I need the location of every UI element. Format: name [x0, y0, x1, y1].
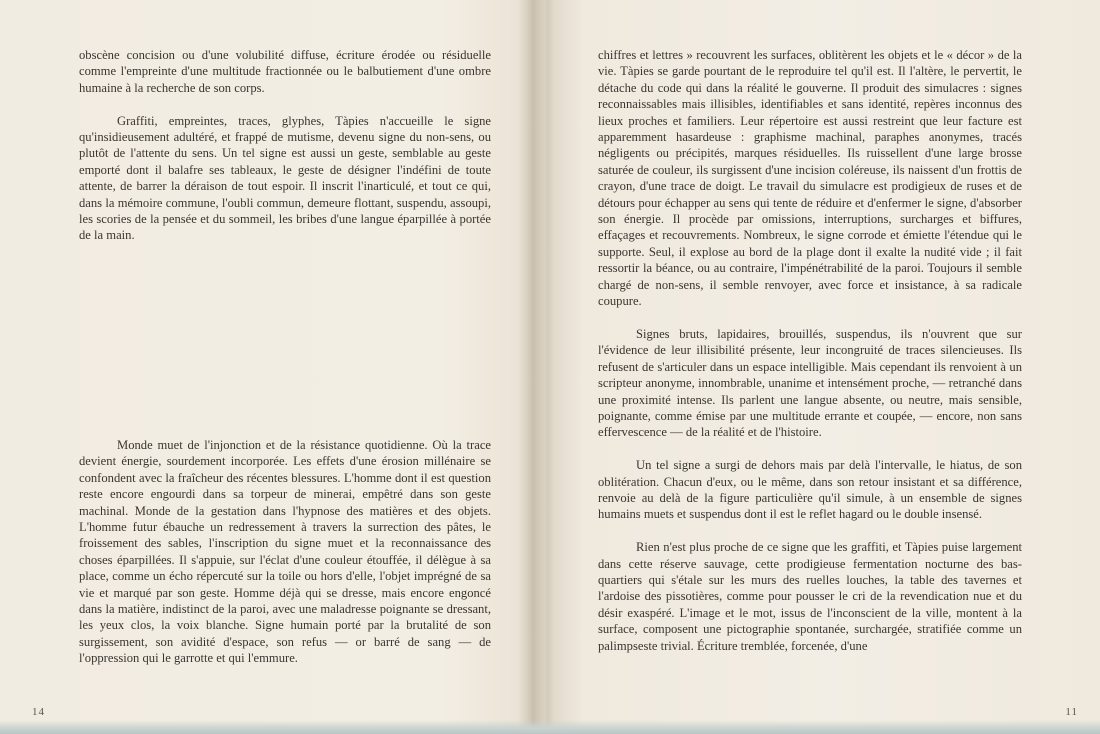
left-text-block-bottom: [79, 437, 491, 683]
right-paragraph-3: Un tel signe a surgi de dehors mais par delà l'intervalle, le hiatus, de son oblitération. Chacun d'eux, ou le même, dans son retour insistant et sa différence, renvoie au delà de la figure particulière qu'il simule, à un ensemble de signes humains muets et suspendus dont il est le reflet hagard ou le double insensé.: [598, 458, 1022, 522]
left-page: [0, 0, 530, 734]
right-paragraph-4: Rien n'est plus proche de ce signe que les graffiti, et Tàpies puise largement dans cette réserve sauvage, cette prodigieuse fermentation nocturne des bas-quartiers qui s'étale sur les murs des ruelles louches, la table des tavernes et l'ardoise des pissotières, comme pour pousser le cri de la revendication nue et du désir exaspéré. L'image et le mot, issus de l'inconscient de la ville, montent à la surface, composent une pictographie spontanée, surchargée, stratifiée comme un palimpseste trivial. Écriture tremblée, forcenée, d'une: [598, 540, 1022, 653]
right-paragraph-2: Signes bruts, lapidaires, brouillés, suspendus, ils n'ouvrent que sur l'évidence de leur illisibilité présente, leur incongruité de traces silencieuses. Ils refusent de s'articuler dans un espace intelligible. Mais cependant ils renvoient à un scripteur anonyme, innombrable, unanime et intensément proche, — retranché dans une proximité intense. Ils parlent une langue absente, ou neutre, mais sensible, poignante, comme émise par une multitude errante et coupée, — encore, non sans effervescence — de la réalité et de l'histoire.: [598, 326, 1022, 440]
page-number-left: 14: [32, 706, 45, 718]
left-paragraph-3: Monde muet de l'injonction et de la résistance quotidienne. Où la trace devient énergie, sourdement incorporée. Les effets d'une érosion millénaire se confondent avec la fraîcheur des récentes blessures. L'homme dont il est question reste encore engourdi dans sa torpeur de minerai, empêtré dans son geste machinal. Monde de la gestation dans l'hypnose des matières et des objets. L'homme futur ébauche un redressement à travers la surrection des pâtes, le froissement des sables, l'inscription du signe muet et la reconnaissance des choses éparpillées. Il s'appuie, sur l'éclat d'une couleur étouffée, il délègue à sa place, comme un écho répercuté sur la toile ou hors d'elle, l'objet imprégné de sa vie et marqué par son geste. Homme déjà qui se dresse, mais encore engoncé dans la matière, indistinct de la paroi, avec une maladresse poignante se dressant, les yeux clos, la voix blanche. Signe humain porté par la brutalité de son surgissement, son avidité d'espace, son refus — or barré de sang — de l'oppression qui le garrotte et qui l'emmure.: [79, 438, 491, 666]
left-paragraph-1: obscène concision ou d'une volubilité diffuse, écriture érodée ou résiduelle comme l'empreinte d'une multitude fractionnée ou le balbutiement d'une ombre humaine à la recherche de son corps.: [79, 48, 491, 95]
table-surface-edge: [0, 720, 1100, 734]
page-number-right: 11: [1065, 706, 1078, 718]
right-page: [548, 0, 1100, 734]
right-paragraph-1: chiffres et lettres » recouvrent les surfaces, oblitèrent les objets et le « décor » de la vie. Tàpies se garde pourtant de le reproduire tel qu'il est. Il l'altère, le pervertit, le détache du code qui dans la réalité le gouverne. Il produit des simulacres : signes reconnaissables mais illisibles, identifiables et sans identité, repères inconnus des lieux proches et familiers. Leur répertoire est aussi restreint que leur facture est apparemment hasardeuse : graphisme machinal, paraphes anonymes, tracés négligents ou précipités, marques résiduelles. Ils ruissellent d'une large brosse saturée de couleur, ils surgissent d'une incision coléreuse, ils naissent d'un frottis de crayon, d'une trace de doigt. Le travail du simulacre est prodigieux de ruses et de détours pour échapper au sens qui tente de réduire et d'enfermer le signe, d'absorber son énergie. Il procède par omissions, interruptions, surcharges et biffures, effaçages et recouvrements. Nombreux, le signe corrode et émiette l'étendue qui le supporte. Seul, il explose au bord de la plage dont il exalte la nudité vide ; il fait ressortir la béance, ou au contraire, l'impénétrabilité de la paroi. Toujours il semble chargé de non-sens, il semble renvoyer, avec force et insistance, à sa radicale coupure.: [598, 48, 1022, 309]
left-text-block-top: [79, 47, 491, 260]
left-paragraph-2: Graffiti, empreintes, traces, glyphes, Tàpies n'accueille le signe qu'insidieusement adultéré, et frappé de mutisme, devenu signe du non-sens, ou plutôt de l'attente du sens. Un tel signe est aussi un geste, semblable au geste emporté dont il balafre ses tableaux, le geste de désigner l'indéfini de toute attente, de barrer la déraison de tout espoir. Il inscrit l'inarticulé, et tout ce qui, dans la mémoire commune, l'oubli commun, demeure flottant, suspendu, assoupi, les scories de la pensée et du sommeil, les bribes d'une langue éparpillée à portée de la main.: [79, 113, 491, 243]
right-text-block: [598, 47, 1022, 670]
